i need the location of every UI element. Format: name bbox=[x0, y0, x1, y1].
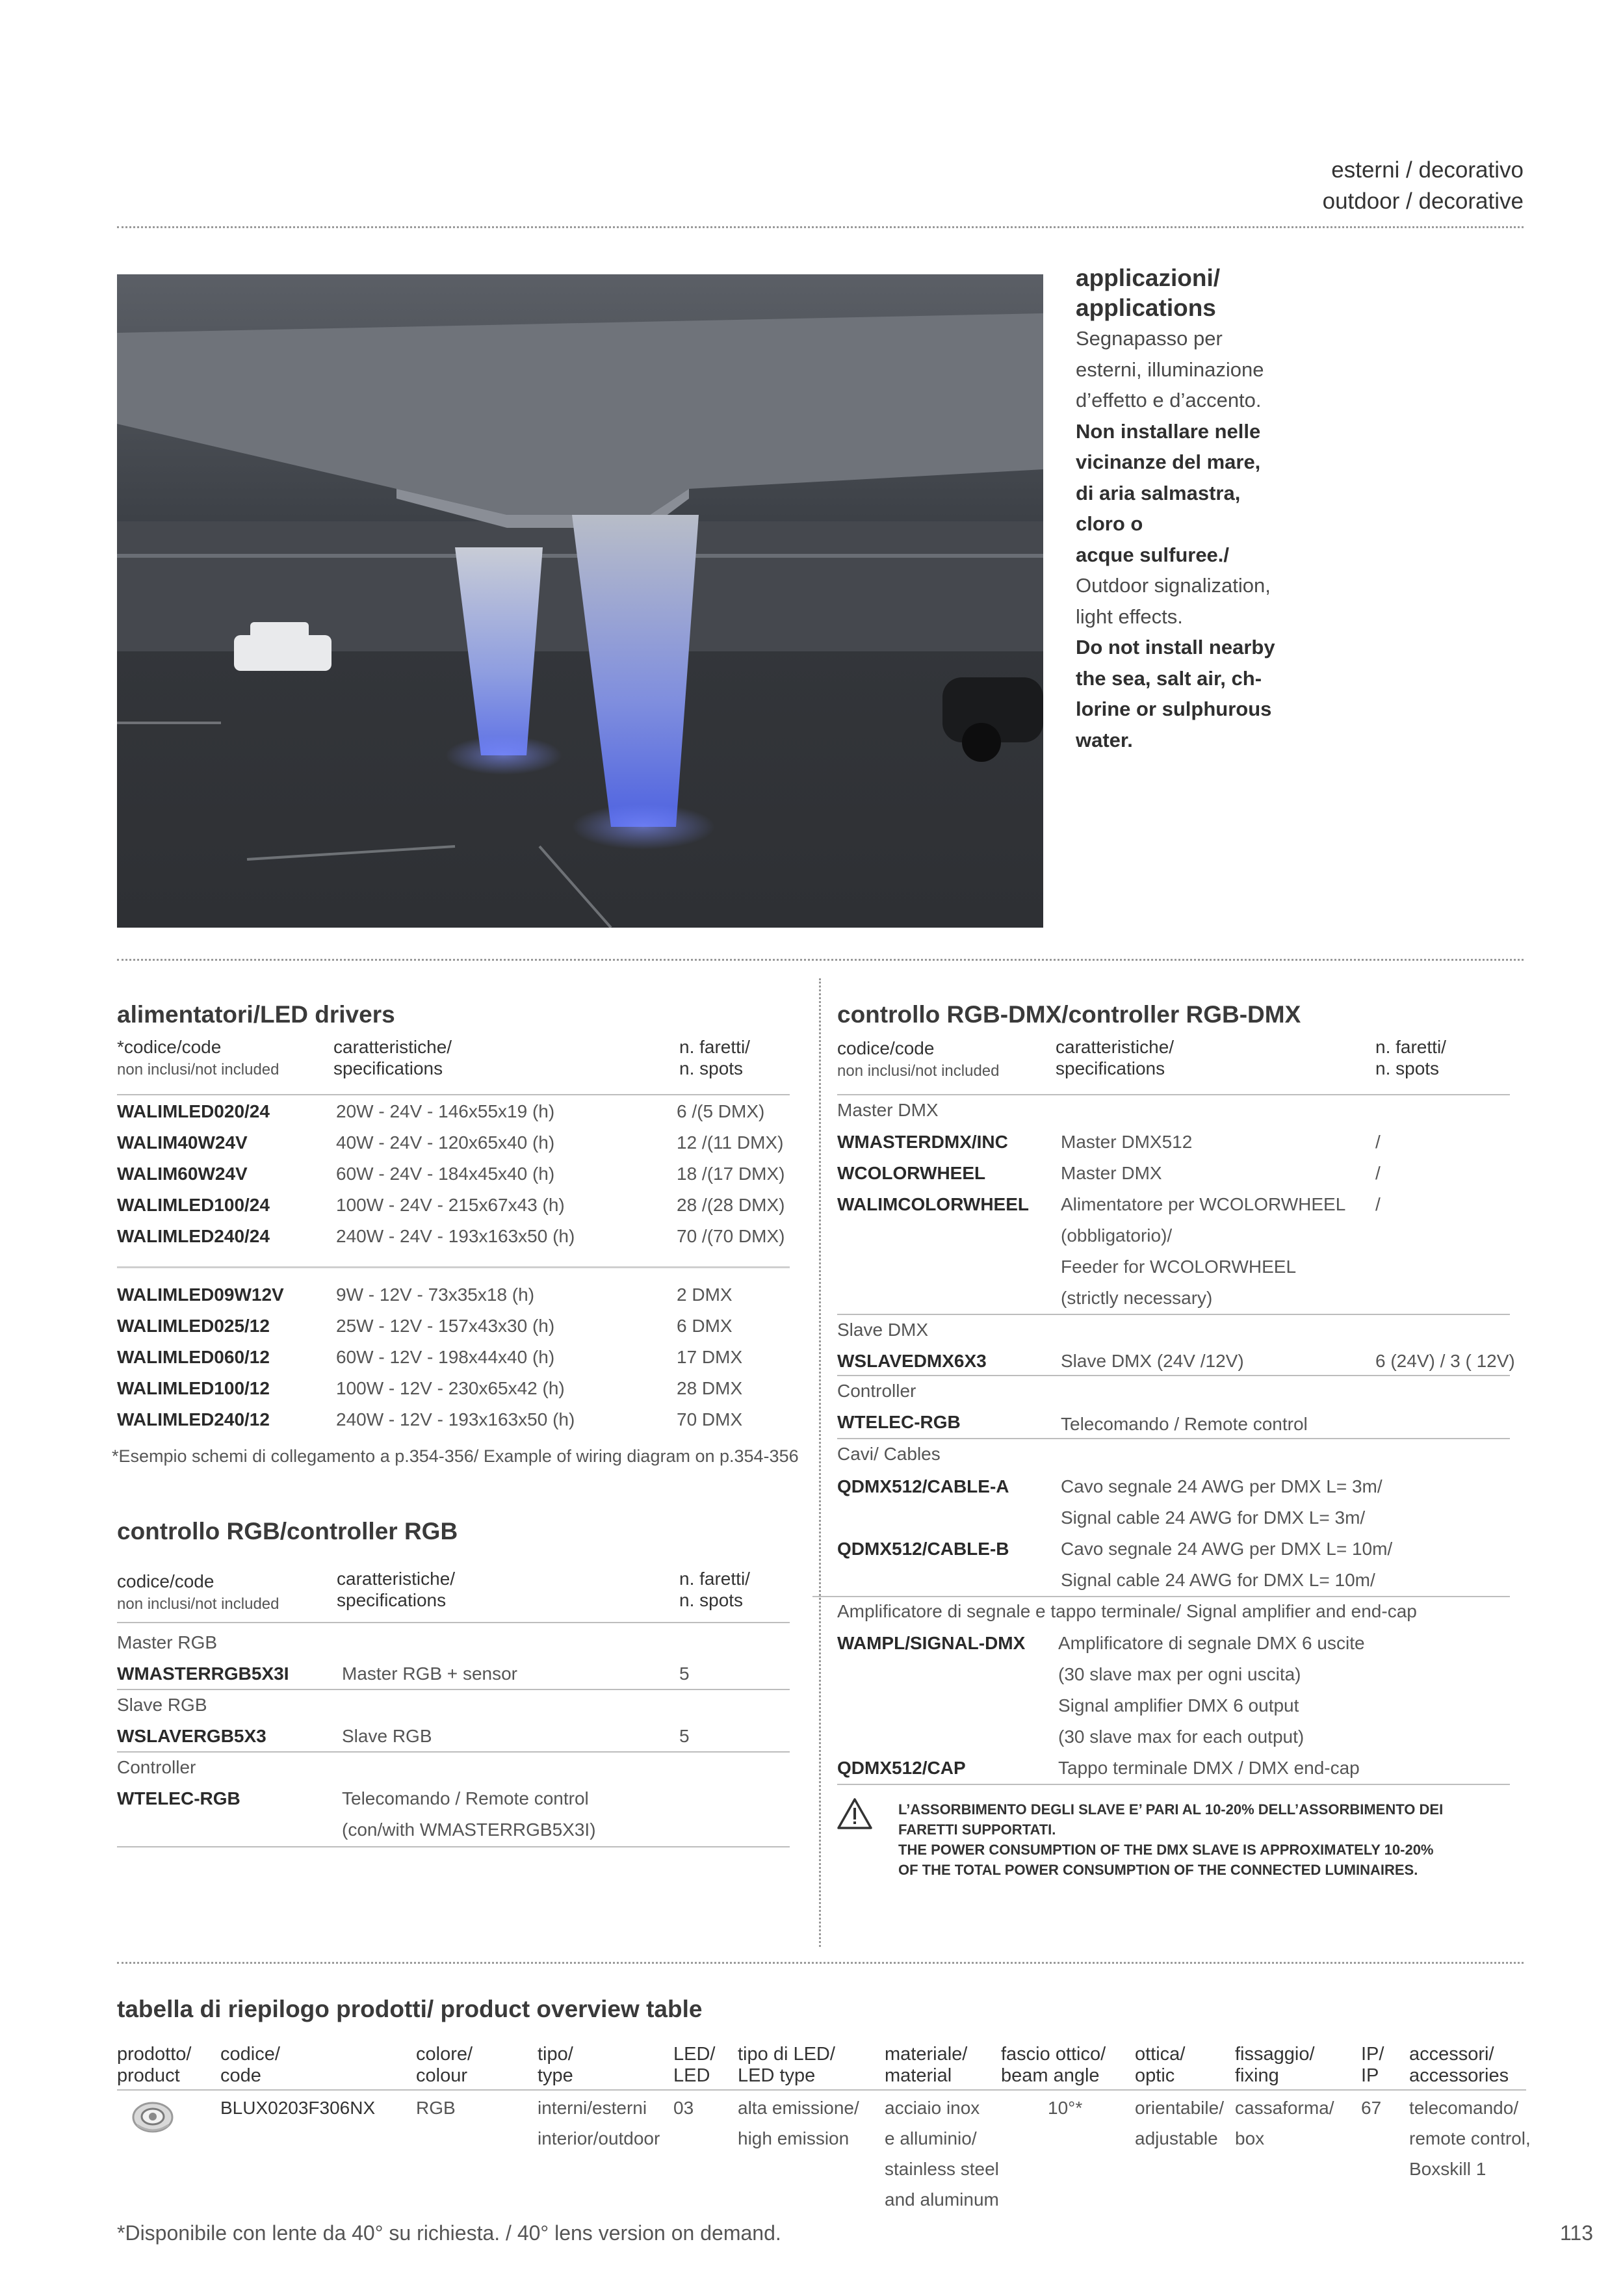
overview-material-2: e alluminio/ bbox=[885, 2128, 977, 2148]
overview-header-line: code bbox=[220, 2065, 261, 2086]
rgb-header-spec-en: specifications bbox=[337, 1590, 447, 1610]
driver-code: WALIMLED100/24 bbox=[117, 1195, 270, 1215]
dmx-header-code bbox=[837, 1037, 1000, 1082]
dmx-r4-spec: Slave DMX (24V /12V) bbox=[1061, 1351, 1244, 1371]
dmx-r8-spec-3: Signal amplifier DMX 6 output bbox=[1058, 1695, 1299, 1715]
rgb-slave-spots: 5 bbox=[679, 1726, 690, 1746]
applications-line: Segnapasso per bbox=[1076, 327, 1223, 350]
rgb-slave-spec: Slave RGB bbox=[342, 1726, 432, 1746]
dmx-r9-code: QDMX512/CAP bbox=[837, 1758, 966, 1778]
rgb-header-spec bbox=[337, 1568, 455, 1611]
product-thumbnail bbox=[127, 2096, 179, 2137]
overview-header bbox=[1409, 2044, 1509, 2087]
driver-code: WALIMLED025/12 bbox=[117, 1316, 270, 1336]
drivers-title: alimentatori/LED drivers bbox=[117, 1001, 395, 1028]
dmx-header-spots-en: n. spots bbox=[1375, 1058, 1440, 1078]
overview-header bbox=[673, 2044, 715, 2087]
rgb-header-code-label: codice/code bbox=[117, 1571, 214, 1591]
driver-spots: 18 /(17 DMX) bbox=[677, 1164, 785, 1184]
driver-spec: 100W - 24V - 215x67x43 (h) bbox=[336, 1195, 565, 1215]
dmx-r3-spec-3: Feeder for WCOLORWHEEL bbox=[1061, 1257, 1297, 1277]
applications-line: cloro o bbox=[1076, 512, 1143, 535]
dmx-r2-spots: / bbox=[1375, 1163, 1381, 1183]
overview-fixing-1: cassaforma/ bbox=[1235, 2098, 1334, 2118]
warning-text bbox=[898, 1799, 1443, 1880]
dmx-header-spec-en: specifications bbox=[1056, 1058, 1165, 1078]
dmx-r4-code: WSLAVEDMX6X3 bbox=[837, 1351, 987, 1371]
overview-header-line: LED type bbox=[738, 2065, 816, 2086]
dmx-r9-spec: Tappo terminale DMX / DMX end-cap bbox=[1058, 1758, 1360, 1778]
driver-spots: 2 DMX bbox=[677, 1285, 733, 1305]
overview-header-rule bbox=[117, 2089, 1526, 2091]
driver-spots: 28 DMX bbox=[677, 1378, 743, 1398]
driver-code: WALIMLED060/12 bbox=[117, 1347, 270, 1367]
driver-spots: 70 DMX bbox=[677, 1409, 743, 1429]
dmx-header-code-label: codice/code bbox=[837, 1038, 935, 1058]
applications-line: the sea, salt air, ch- bbox=[1076, 666, 1262, 690]
dmx-r2-spec: Master DMX bbox=[1061, 1163, 1162, 1183]
rgb-title: controllo RGB/controller RGB bbox=[117, 1518, 458, 1545]
overview-header-line: fixing bbox=[1235, 2065, 1279, 2086]
rgb-header-code bbox=[117, 1571, 279, 1615]
overview-material-3: stainless steel bbox=[885, 2159, 999, 2179]
overview-header-line: material bbox=[885, 2065, 952, 2086]
dmx-header-spots bbox=[1375, 1036, 1446, 1079]
driver-spots: 6 DMX bbox=[677, 1316, 733, 1336]
driver-spec: 240W - 24V - 193x163x50 (h) bbox=[336, 1226, 575, 1246]
rgb-rule-2 bbox=[117, 1751, 790, 1753]
product-photo bbox=[117, 274, 1043, 928]
rgb-header-spots bbox=[679, 1568, 750, 1611]
warning-line-2: FARETTI SUPPORTATI. bbox=[898, 1821, 1056, 1838]
rgb-header-spec-it: caratteristiche/ bbox=[337, 1569, 456, 1589]
dmx-r1-spec: Master DMX512 bbox=[1061, 1132, 1193, 1152]
overview-header-line: IP bbox=[1361, 2065, 1379, 2086]
dmx-r7-code: QDMX512/CABLE-B bbox=[837, 1539, 1009, 1559]
overview-header bbox=[117, 2044, 191, 2087]
overview-header bbox=[738, 2044, 835, 2087]
divider-mid bbox=[117, 959, 1524, 961]
overview-header-line: fascio ottico/ bbox=[1001, 2044, 1106, 2065]
overview-acc-1: telecomando/ bbox=[1409, 2098, 1519, 2118]
overview-header bbox=[1361, 2044, 1384, 2087]
rgb-controller-label: Controller bbox=[117, 1757, 196, 1777]
driver-spots: 12 /(11 DMX) bbox=[677, 1132, 784, 1153]
applications-line: Outdoor signalization, bbox=[1076, 574, 1271, 597]
warning-icon bbox=[837, 1797, 873, 1830]
dmx-r3-code: WALIMCOLORWHEEL bbox=[837, 1194, 1030, 1214]
overview-acc-3: Boxskill 1 bbox=[1409, 2159, 1487, 2179]
applications-text bbox=[1076, 323, 1290, 755]
overview-header bbox=[416, 2044, 473, 2087]
dmx-r1-spots: / bbox=[1375, 1132, 1381, 1152]
applications-title-it: applicazioni/ bbox=[1076, 265, 1221, 291]
dmx-r8-spec-4: (30 slave max for each output) bbox=[1058, 1727, 1305, 1747]
drivers-header-spec-it: caratteristiche/ bbox=[333, 1037, 452, 1057]
overview-header bbox=[1001, 2044, 1106, 2087]
overview-optic-2: adjustable bbox=[1135, 2128, 1218, 2148]
divider-top bbox=[117, 226, 1524, 228]
overview-header-line: beam angle bbox=[1001, 2065, 1100, 2086]
dmx-r5-spec: Telecomando / Remote control bbox=[1061, 1414, 1308, 1434]
overview-material-4: and aluminum bbox=[885, 2189, 999, 2210]
driver-spec: 20W - 24V - 146x55x19 (h) bbox=[336, 1101, 555, 1121]
overview-ledtype-1: alta emissione/ bbox=[738, 2098, 859, 2118]
rgb-slave-code: WSLAVERGB5X3 bbox=[117, 1726, 266, 1746]
dmx-r3-spec-1: Alimentatore per WCOLORWHEEL bbox=[1061, 1194, 1346, 1214]
overview-header-line: IP/ bbox=[1361, 2044, 1384, 2065]
overview-header-line: optic bbox=[1135, 2065, 1175, 2086]
warning-line-1: L’ASSORBIMENTO DEGLI SLAVE E’ PARI AL 10-20% DELL’ASSORBIMENTO DEI bbox=[898, 1801, 1444, 1818]
divider-vertical bbox=[819, 978, 821, 1947]
overview-header bbox=[885, 2044, 967, 2087]
overview-header-line: codice/ bbox=[220, 2044, 280, 2065]
overview-header-line: product bbox=[117, 2065, 180, 2086]
rgb-header-spots-it: n. faretti/ bbox=[679, 1569, 750, 1589]
driver-spots: 70 /(70 DMX) bbox=[677, 1226, 785, 1246]
driver-code: WALIMLED240/24 bbox=[117, 1226, 270, 1246]
category-header bbox=[1323, 155, 1524, 217]
overview-header-line: tipo/ bbox=[538, 2044, 573, 2065]
applications-line: water. bbox=[1076, 728, 1133, 751]
drivers-header-spots-it: n. faretti/ bbox=[679, 1037, 750, 1057]
overview-header-line: accessories bbox=[1409, 2065, 1509, 2086]
applications-line: Do not install nearby bbox=[1076, 636, 1275, 659]
overview-type-1: interni/esterni bbox=[538, 2098, 647, 2118]
rgb-rule-3 bbox=[117, 1846, 790, 1847]
dmx-r4-spots: 6 (24V) / 3 ( 12V) bbox=[1375, 1351, 1515, 1371]
dmx-r8-spec-1: Amplificatore di segnale DMX 6 uscite bbox=[1058, 1633, 1365, 1653]
dmx-master-label: Master DMX bbox=[837, 1100, 939, 1120]
overview-header-line: materiale/ bbox=[885, 2044, 968, 2065]
dmx-r3-spec-2: (obbligatorio)/ bbox=[1061, 1225, 1173, 1246]
dmx-title: controllo RGB-DMX/controller RGB-DMX bbox=[837, 1001, 1301, 1028]
category-it: esterni / decorativo bbox=[1331, 157, 1524, 183]
rgb-rule-1 bbox=[117, 1689, 790, 1690]
applications-line: vicinanze del mare, bbox=[1076, 450, 1261, 473]
drivers-header-code bbox=[117, 1036, 279, 1080]
drivers-group-rule bbox=[117, 1266, 790, 1268]
driver-code: WALIM60W24V bbox=[117, 1164, 248, 1184]
overview-header bbox=[538, 2044, 573, 2087]
applications-line: light effects. bbox=[1076, 605, 1183, 628]
drivers-header-spots-en: n. spots bbox=[679, 1058, 744, 1078]
drivers-header-spots bbox=[679, 1036, 750, 1079]
driver-spots: 6 /(5 DMX) bbox=[677, 1101, 765, 1121]
overview-header-line: ottica/ bbox=[1135, 2044, 1186, 2065]
drivers-header-code-label: *codice/code bbox=[117, 1037, 222, 1057]
driver-spec: 9W - 12V - 73x35x18 (h) bbox=[336, 1285, 535, 1305]
dmx-r6-code: QDMX512/CABLE-A bbox=[837, 1476, 1009, 1496]
dmx-amp-label: Amplificatore di segnale e tappo terminale/ Signal amplifier and end-cap bbox=[837, 1601, 1417, 1621]
overview-led: 03 bbox=[673, 2098, 694, 2118]
rgb-controller-spec-1: Telecomando / Remote control bbox=[342, 1788, 589, 1808]
dmx-r1-code: WMASTERDMX/INC bbox=[837, 1132, 1008, 1152]
driver-spec: 100W - 12V - 230x65x42 (h) bbox=[336, 1378, 565, 1398]
rgb-master-label: Master RGB bbox=[117, 1632, 218, 1652]
applications-line: esterni, illuminazione bbox=[1076, 358, 1264, 381]
dmx-r6-spec-1: Cavo segnale 24 AWG per DMX L= 3m/ bbox=[1061, 1476, 1383, 1496]
dmx-cable-label: Cavi/ Cables bbox=[837, 1444, 941, 1464]
driver-code: WALIMLED09W12V bbox=[117, 1285, 284, 1305]
dmx-r3-spec-4: (strictly necessary) bbox=[1061, 1288, 1213, 1308]
overview-ip: 67 bbox=[1361, 2098, 1382, 2118]
applications-block bbox=[1076, 263, 1290, 755]
overview-colour: RGB bbox=[416, 2098, 456, 2118]
rgb-header-spots-en: n. spots bbox=[679, 1590, 744, 1610]
dmx-rule-2 bbox=[837, 1375, 1510, 1376]
overview-acc-2: remote control, bbox=[1409, 2128, 1531, 2148]
overview-header-line: type bbox=[538, 2065, 573, 2086]
driver-spec: 60W - 12V - 198x44x40 (h) bbox=[336, 1347, 555, 1367]
driver-code: WALIM40W24V bbox=[117, 1132, 248, 1153]
driver-code: WALIMLED100/12 bbox=[117, 1378, 270, 1398]
overview-header-line: colore/ bbox=[416, 2044, 473, 2065]
overview-header bbox=[220, 2044, 280, 2087]
applications-line: lorine or sulphurous bbox=[1076, 698, 1272, 720]
dmx-r7-spec-2: Signal cable 24 AWG for DMX L= 10m/ bbox=[1061, 1570, 1375, 1590]
dmx-r5-code: WTELEC-RGB bbox=[837, 1412, 961, 1432]
footnote: *Disponibile con lente da 40° su richiesta. / 40° lens version on demand. bbox=[117, 2221, 781, 2245]
rgb-slave-label: Slave RGB bbox=[117, 1695, 207, 1715]
rgb-master-spots: 5 bbox=[679, 1663, 690, 1684]
dmx-controller-label: Controller bbox=[837, 1381, 916, 1401]
overview-header-line: colour bbox=[416, 2065, 467, 2086]
dmx-slave-label: Slave DMX bbox=[837, 1320, 929, 1340]
driver-spec: 60W - 24V - 184x45x40 (h) bbox=[336, 1164, 555, 1184]
dmx-header-spec-it: caratteristiche/ bbox=[1056, 1037, 1175, 1057]
overview-header-line: LED/ bbox=[673, 2044, 716, 2065]
driver-spots: 28 /(28 DMX) bbox=[677, 1195, 785, 1215]
dmx-r3-spots: / bbox=[1375, 1194, 1381, 1214]
applications-line: d’effetto e d’accento. bbox=[1076, 389, 1262, 411]
applications-line: acque sulfuree./ bbox=[1076, 543, 1230, 566]
rgb-controller-code: WTELEC-RGB bbox=[117, 1788, 240, 1808]
warning-line-3: THE POWER CONSUMPTION OF THE DMX SLAVE IS APPROXIMATELY 10-20% bbox=[898, 1842, 1434, 1858]
dmx-r7-spec-1: Cavo segnale 24 AWG per DMX L= 10m/ bbox=[1061, 1539, 1393, 1559]
overview-header-line: tipo di LED/ bbox=[738, 2044, 835, 2065]
rgb-controller-spec-2: (con/with WMASTERRGB5X3I) bbox=[342, 1820, 596, 1840]
dmx-header-spec bbox=[1056, 1036, 1174, 1079]
divider-bottom bbox=[117, 1962, 1524, 1964]
page-number: 113 bbox=[1560, 2221, 1594, 2245]
drivers-header-code-sub: non inclusi/not included bbox=[117, 1061, 279, 1078]
dmx-header-spots-it: n. faretti/ bbox=[1375, 1037, 1446, 1057]
driver-code: WALIMLED240/12 bbox=[117, 1409, 270, 1429]
dmx-rule-1 bbox=[837, 1314, 1510, 1315]
overview-material-1: acciaio inox bbox=[885, 2098, 980, 2118]
dmx-r6-spec-2: Signal cable 24 AWG for DMX L= 3m/ bbox=[1061, 1507, 1366, 1528]
overview-optic-1: orientabile/ bbox=[1135, 2098, 1224, 2118]
rgb-header-rule bbox=[117, 1622, 790, 1623]
dmx-r2-code: WCOLORWHEEL bbox=[837, 1163, 986, 1183]
overview-header-line: LED bbox=[673, 2065, 710, 2086]
dmx-r8-code: WAMPL/SIGNAL-DMX bbox=[837, 1633, 1026, 1653]
drivers-note: *Esempio schemi di collegamento a p.354-356/ Example of wiring diagram on p.354-356 bbox=[112, 1446, 799, 1466]
category-en: outdoor / decorative bbox=[1322, 189, 1524, 214]
dmx-r8-spec-2: (30 slave max per ogni uscita) bbox=[1058, 1664, 1301, 1684]
overview-title: tabella di riepilogo prodotti/ product overview table bbox=[117, 1996, 703, 2022]
overview-header-line: fissaggio/ bbox=[1235, 2044, 1315, 2065]
driver-spec: 40W - 24V - 120x65x40 (h) bbox=[336, 1132, 555, 1153]
warning-line-4: OF THE TOTAL POWER CONSUMPTION OF THE CONNECTED LUMINAIRES. bbox=[898, 1862, 1418, 1878]
overview-header bbox=[1135, 2044, 1185, 2087]
overview-header-line: prodotto/ bbox=[117, 2044, 192, 2065]
applications-line: Non installare nelle bbox=[1076, 419, 1261, 443]
driver-spec: 240W - 12V - 193x163x50 (h) bbox=[336, 1409, 575, 1429]
overview-fixing-2: box bbox=[1235, 2128, 1265, 2148]
rgb-master-spec: Master RGB + sensor bbox=[342, 1663, 517, 1684]
overview-beam: 10°* bbox=[1048, 2098, 1083, 2118]
driver-spots: 17 DMX bbox=[677, 1347, 743, 1367]
rgb-header-code-sub: non inclusi/not included bbox=[117, 1595, 279, 1613]
overview-header bbox=[1235, 2044, 1315, 2087]
drivers-header-rule bbox=[117, 1094, 790, 1095]
applications-line: di aria salmastra, bbox=[1076, 481, 1241, 504]
overview-code: BLUX0203F306NX bbox=[220, 2098, 376, 2118]
dmx-rule-5 bbox=[837, 1784, 1510, 1785]
driver-code: WALIMLED020/24 bbox=[117, 1101, 270, 1121]
drivers-header-spec-en: specifications bbox=[333, 1058, 443, 1078]
overview-header-line: accessori/ bbox=[1409, 2044, 1494, 2065]
overview-type-2: interior/outdoor bbox=[538, 2128, 660, 2148]
rgb-master-code: WMASTERRGB5X3I bbox=[117, 1663, 289, 1684]
applications-title-en: applications bbox=[1076, 294, 1216, 321]
overview-ledtype-2: high emission bbox=[738, 2128, 850, 2148]
dmx-header-code-sub: non inclusi/not included bbox=[837, 1062, 1000, 1080]
driver-spec: 25W - 12V - 157x43x30 (h) bbox=[336, 1316, 555, 1336]
drivers-header-spec bbox=[333, 1036, 452, 1079]
